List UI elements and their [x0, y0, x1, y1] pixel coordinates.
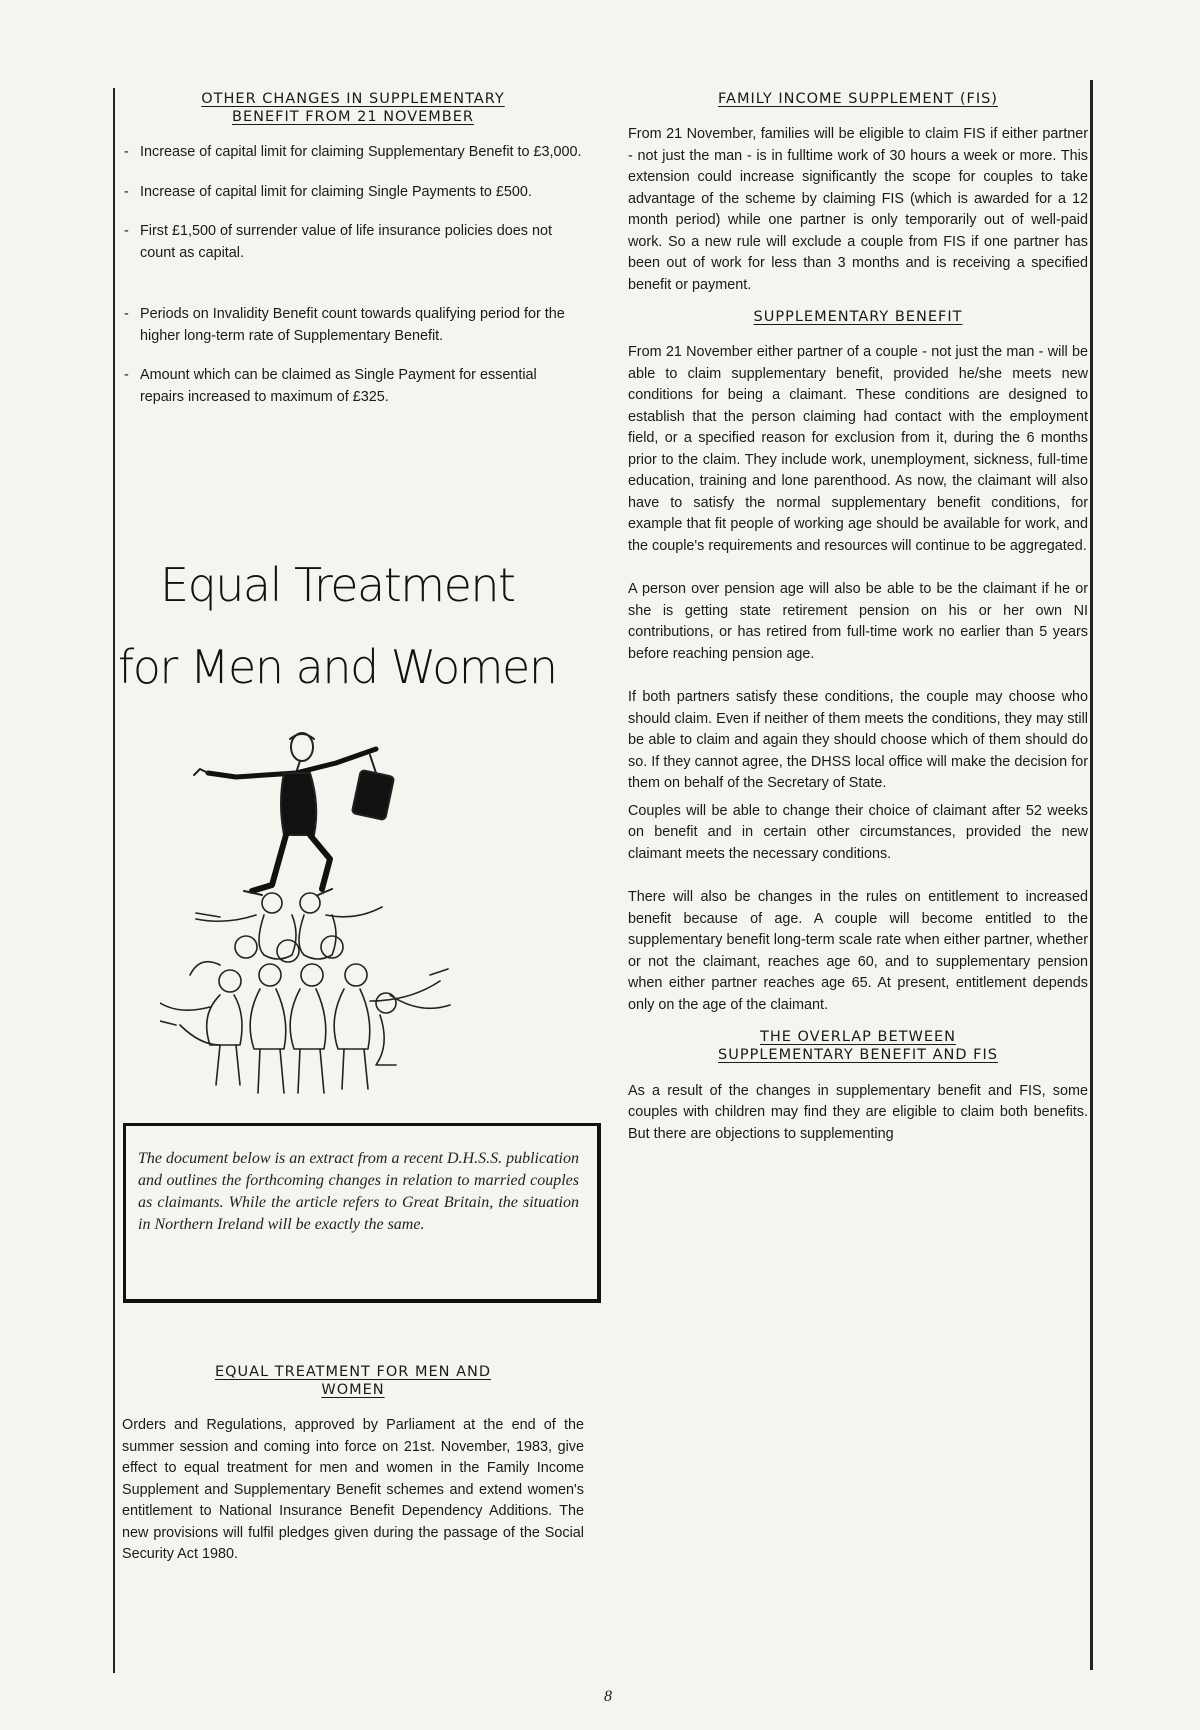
intro-text: The document below is an extract from a recent D.H.S.S. publication and outlines the forthcoming changes in relation to married couples as claimants. While the article refers to Great Britain, the situation in Northern Ireland will be exactly the same.: [138, 1150, 579, 1233]
fis-heading: FAMILY INCOME SUPPLEMENT (FIS): [718, 91, 998, 107]
list-item: - Increase of capital limit for claiming Single Payments to £500.: [122, 182, 584, 204]
left-column-rule: [113, 88, 115, 1673]
sb-paragraph-5: There will also be changes in the rules on entitlement to increased benefit because of age. A couple will become entitled to the supplementary benefit long-term scale rate when either partner, whether or not the claimant, reaches age 60, and to supplementary pension when either partner reaches age 65. At present, entitlement depends only on the age of the claimant.: [628, 889, 1088, 1013]
sb-paragraph-2: A person over pension age will also be able to be the claimant if he or she is getting state retirement pension on his or her own NI contributions, or has retired from full-time work no earlier than 5 years before reaching pension age.: [628, 581, 1088, 662]
overlap-heading: THE OVERLAP BETWEEN SUPPLEMENTARY BENEFIT AND FIS: [718, 1029, 998, 1064]
page-title-line-2: for Men and Women: [118, 640, 557, 694]
intro-box: [123, 1123, 601, 1303]
equal-treatment-heading: EQUAL TREATMENT FOR MEN AND WOMEN: [214, 1364, 492, 1399]
sb-paragraph-1: From 21 November either partner of a couple - not just the man - will be able to claim supplementary benefit, provided he/she meets new conditions for being a claimant. These conditions are designed to establish that the person claiming had contact with the employment field, or a specified reason for exclusion from it, during the 6 months prior to the claim. They include work, unemployment, sickness, full-time education, training and lone parenthood. As now, the claimant will also have to satisfy the normal supplementary benefit conditions, for example that fit people of working age should be available for work, and the couple's requirements and resources will continue to be aggregated.: [628, 344, 1088, 554]
other-changes-heading: OTHER CHANGES IN SUPPLEMENTARY BENEFIT FROM 21 NOVEMBER: [201, 91, 505, 126]
other-changes-list: [122, 142, 584, 408]
list-item: - Periods on Invalidity Benefit count towards qualifying period for the higher long-term rate of Supplementary Benefit.: [122, 304, 584, 347]
sb-paragraph-3: If both partners satisfy these conditions, the couple may choose who should claim. Even if neither of them meets the conditions, they may still be able to claim and again they should choose which of them should do so. If they cannot agree, the DHSS local office will make the decision for them on behalf of the Secretary of State.: [628, 689, 1088, 792]
man-on-women-illustration: [160, 725, 480, 1105]
equal-treatment-section: [122, 1363, 584, 1566]
supplementary-benefit-heading: SUPPLEMENTARY BENEFIT: [753, 309, 963, 326]
page-number: 8: [604, 1688, 612, 1705]
list-item: - Amount which can be claimed as Single Payment for essential repairs increased to maximum of £325.: [122, 365, 584, 408]
list-item: - First £1,500 of surrender value of life insurance policies does not count as capital.: [122, 221, 584, 264]
left-column: [122, 90, 584, 408]
sb-paragraph-4: Couples will be able to change their choice of claimant after 52 weeks on benefit and in certain other circumstances, provided the new claimant meets the necessary conditions.: [628, 802, 1088, 862]
equal-treatment-body: Orders and Regulations, approved by Parliament at the end of the summer session and coming into force on 21st. November, 1983, give effect to equal treatment for men and women in the Family Income Supplement and Supplementary Benefit schemes and extend women's entitlement to National Insurance Benefit Dependency Additions. The new provisions will fulfil pledges given during the passage of the Social Security Act 1980.: [122, 1417, 584, 1563]
list-item: - Increase of capital limit for claiming Supplementary Benefit to £3,000.: [122, 142, 584, 164]
right-column: [628, 90, 1088, 1145]
page-title-line-1: Equal Treatment: [160, 558, 515, 612]
right-column-rule: [1090, 80, 1093, 1670]
overlap-body: As a result of the changes in supplementary benefit and FIS, some couples with children may find they are eligible to claim both benefits. But there are objections to supplementing: [628, 1082, 1088, 1142]
fis-body: From 21 November, families will be eligible to claim FIS if either partner - not just the man - is in fulltime work of 30 hours a week or more. This extension could increase significantly the scope for couples to take advantage of the scheme by claiming FIS (which is awarded for a 12 month period) while one partner is only temporarily out of well-paid work. So a new rule will exclude a couple from FIS if one partner has been out of work for less than 3 months and is receiving a specified benefit or payment.: [628, 126, 1088, 293]
